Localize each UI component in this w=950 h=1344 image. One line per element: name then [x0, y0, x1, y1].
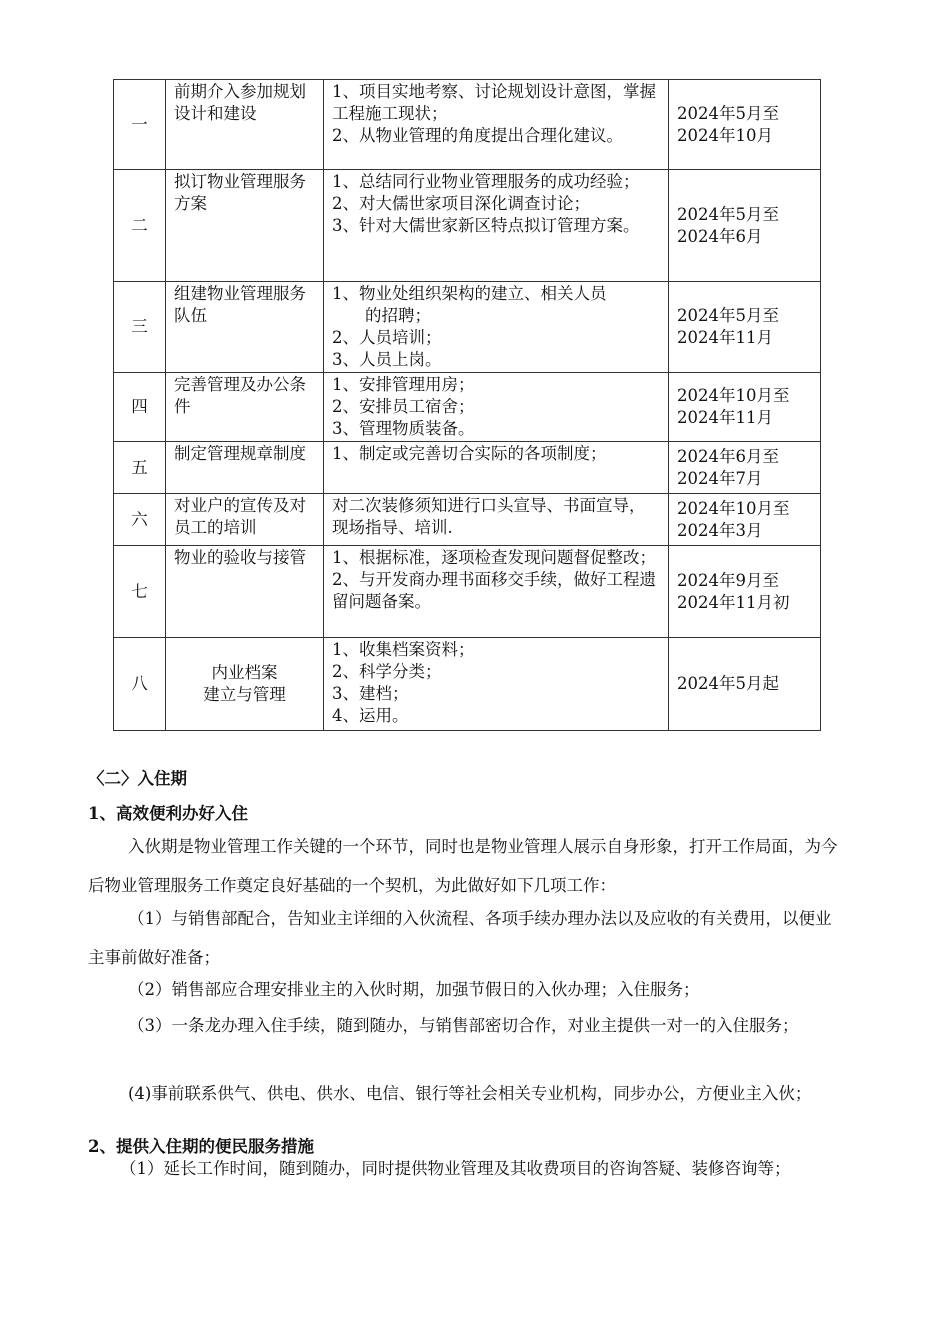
intro-paragraph: 入伙期是物业管理工作关键的一个环节，同时也是物业管理人展示自身形象，打开工作局面，为今后物业管理服务工作奠定良好基础的一个契机，为此做好如下几项工作： — [88, 837, 838, 895]
row-number: 二 — [114, 170, 166, 282]
row-date — [669, 170, 821, 282]
row-content — [324, 494, 669, 546]
row-item: 物业的验收与接管 — [166, 546, 324, 638]
content-line: 1、物业处组织架构的建立、相关人员 — [332, 284, 607, 303]
date-line: 2024年5月至 — [677, 103, 779, 123]
row-item: 完善管理及办公条件 — [166, 373, 324, 442]
paragraph: (4)事前联系供气、供电、供水、电信、银行等社会相关专业机构，同步办公，方便业主入伙； — [128, 1084, 812, 1103]
content-line: 2、对大儒世家项目深化调查讨论； — [332, 194, 590, 213]
row-date — [669, 442, 821, 494]
paragraph: （1）与销售部配合，告知业主详细的入伙流程、各项手续办理办法以及应收的有关费用，以便业主事前做好准备； — [88, 909, 832, 967]
row-item: 组建物业管理服务队伍 — [166, 282, 324, 373]
row-date — [669, 80, 821, 170]
row-item: 对业户的宣传及对员工的培训 — [166, 494, 324, 546]
row-number: 八 — [114, 638, 166, 731]
row-content — [324, 80, 669, 170]
content-line: 2、从物业管理的角度提出合理化建议。 — [332, 126, 623, 145]
row-content — [324, 170, 669, 282]
row-item: 拟订物业管理服务方案 — [166, 170, 324, 282]
row-item: 制定管理规章制度 — [166, 442, 324, 494]
content-line: 1、项目实地考察、讨论规划设计意图，掌握工程施工现状； — [332, 82, 656, 123]
row-number: 七 — [114, 546, 166, 638]
row-content — [324, 546, 669, 638]
row-number: 三 — [114, 282, 166, 373]
row-content — [324, 442, 669, 494]
date-line: 2024年7月 — [677, 468, 763, 488]
row-item: 前期介入参加规划设计和建设 — [166, 80, 324, 170]
row-number: 一 — [114, 80, 166, 170]
table-row — [114, 546, 821, 638]
date-line: 2024年11月 — [677, 408, 773, 427]
item-line: 建立与管理 — [203, 685, 286, 704]
row-number: 五 — [114, 442, 166, 494]
table-row — [114, 170, 821, 282]
schedule-table — [113, 79, 821, 731]
subsection-title: 1、高效便利办好入住 — [88, 804, 248, 823]
table-row — [114, 80, 821, 170]
row-content — [324, 282, 669, 373]
content-line: 2、科学分类； — [332, 662, 442, 681]
content-line: 3、建档； — [332, 684, 409, 703]
content-line: 2、与开发商办理书面移交手续，做好工程遗留问题备案。 — [332, 570, 656, 611]
content-line: 3、管理物质装备。 — [332, 419, 475, 438]
row-date — [669, 282, 821, 373]
date-line: 2024年5月至 — [677, 306, 779, 325]
paragraph: （3）一条龙办理入住手续，随到随办，与销售部密切合作，对业主提供一对一的入住服务； — [128, 1016, 799, 1035]
date-line: 2024年11月初 — [677, 592, 790, 612]
row-item — [166, 638, 324, 731]
content-line: 3、人员上岗。 — [332, 350, 442, 369]
table-row — [114, 442, 821, 494]
row-date — [669, 373, 821, 442]
row-date — [669, 494, 821, 546]
content-line: 2、安排员工宿舍； — [332, 397, 475, 416]
content-line: 的招聘； — [365, 306, 431, 325]
content-line: 1、制定或完善切合实际的各项制度； — [332, 444, 607, 463]
date-line: 2024年5月至 — [677, 204, 779, 224]
row-number: 六 — [114, 494, 166, 546]
subsection-title: 2、提供入住期的便民服务措施 — [88, 1137, 314, 1156]
date-line: 2024年6月至 — [677, 446, 779, 466]
date-line: 2024年6月 — [677, 226, 763, 246]
table-row — [114, 373, 821, 442]
row-number: 四 — [114, 373, 166, 442]
table-row — [114, 638, 821, 731]
table-row — [114, 282, 821, 373]
content-line: 1、总结同行业物业管理服务的成功经验； — [332, 172, 640, 191]
section-title: 〈二〉入住期 — [88, 769, 187, 788]
paragraph: （1）延长工作时间，随到随办，同时提供物业管理及其收费项目的咨询答疑、装修咨询等； — [120, 1159, 791, 1178]
date-line: 2024年5月起 — [677, 674, 779, 693]
item-line: 内业档案 — [211, 663, 278, 682]
content-line: 对二次装修须知进行口头宣导、书面宣导，现场指导、培训. — [332, 496, 646, 537]
content-line: 2、人员培训； — [332, 328, 442, 347]
table-row — [114, 494, 821, 546]
content-line: 3、针对大儒世家新区特点拟订管理方案。 — [332, 216, 640, 235]
date-line: 2024年10月至 — [677, 386, 790, 405]
content-line: 1、安排管理用房； — [332, 375, 475, 394]
row-content — [324, 638, 669, 731]
date-line: 2024年3月 — [677, 520, 763, 540]
row-content — [324, 373, 669, 442]
content-line: 4、运用。 — [332, 706, 409, 725]
date-line: 2024年10月至 — [677, 498, 790, 518]
row-date — [669, 638, 821, 731]
content-line: 1、收集档案资料； — [332, 640, 475, 659]
row-date — [669, 546, 821, 638]
date-line: 2024年11月 — [677, 328, 773, 347]
date-line: 2024年10月 — [677, 125, 773, 145]
date-line: 2024年9月至 — [677, 570, 779, 590]
paragraph: （2）销售部应合理安排业主的入伙时期，加强节假日的入伙办理；入住服务； — [128, 980, 700, 999]
content-line: 1、根据标准，逐项检查发现问题督促整改； — [332, 548, 656, 567]
